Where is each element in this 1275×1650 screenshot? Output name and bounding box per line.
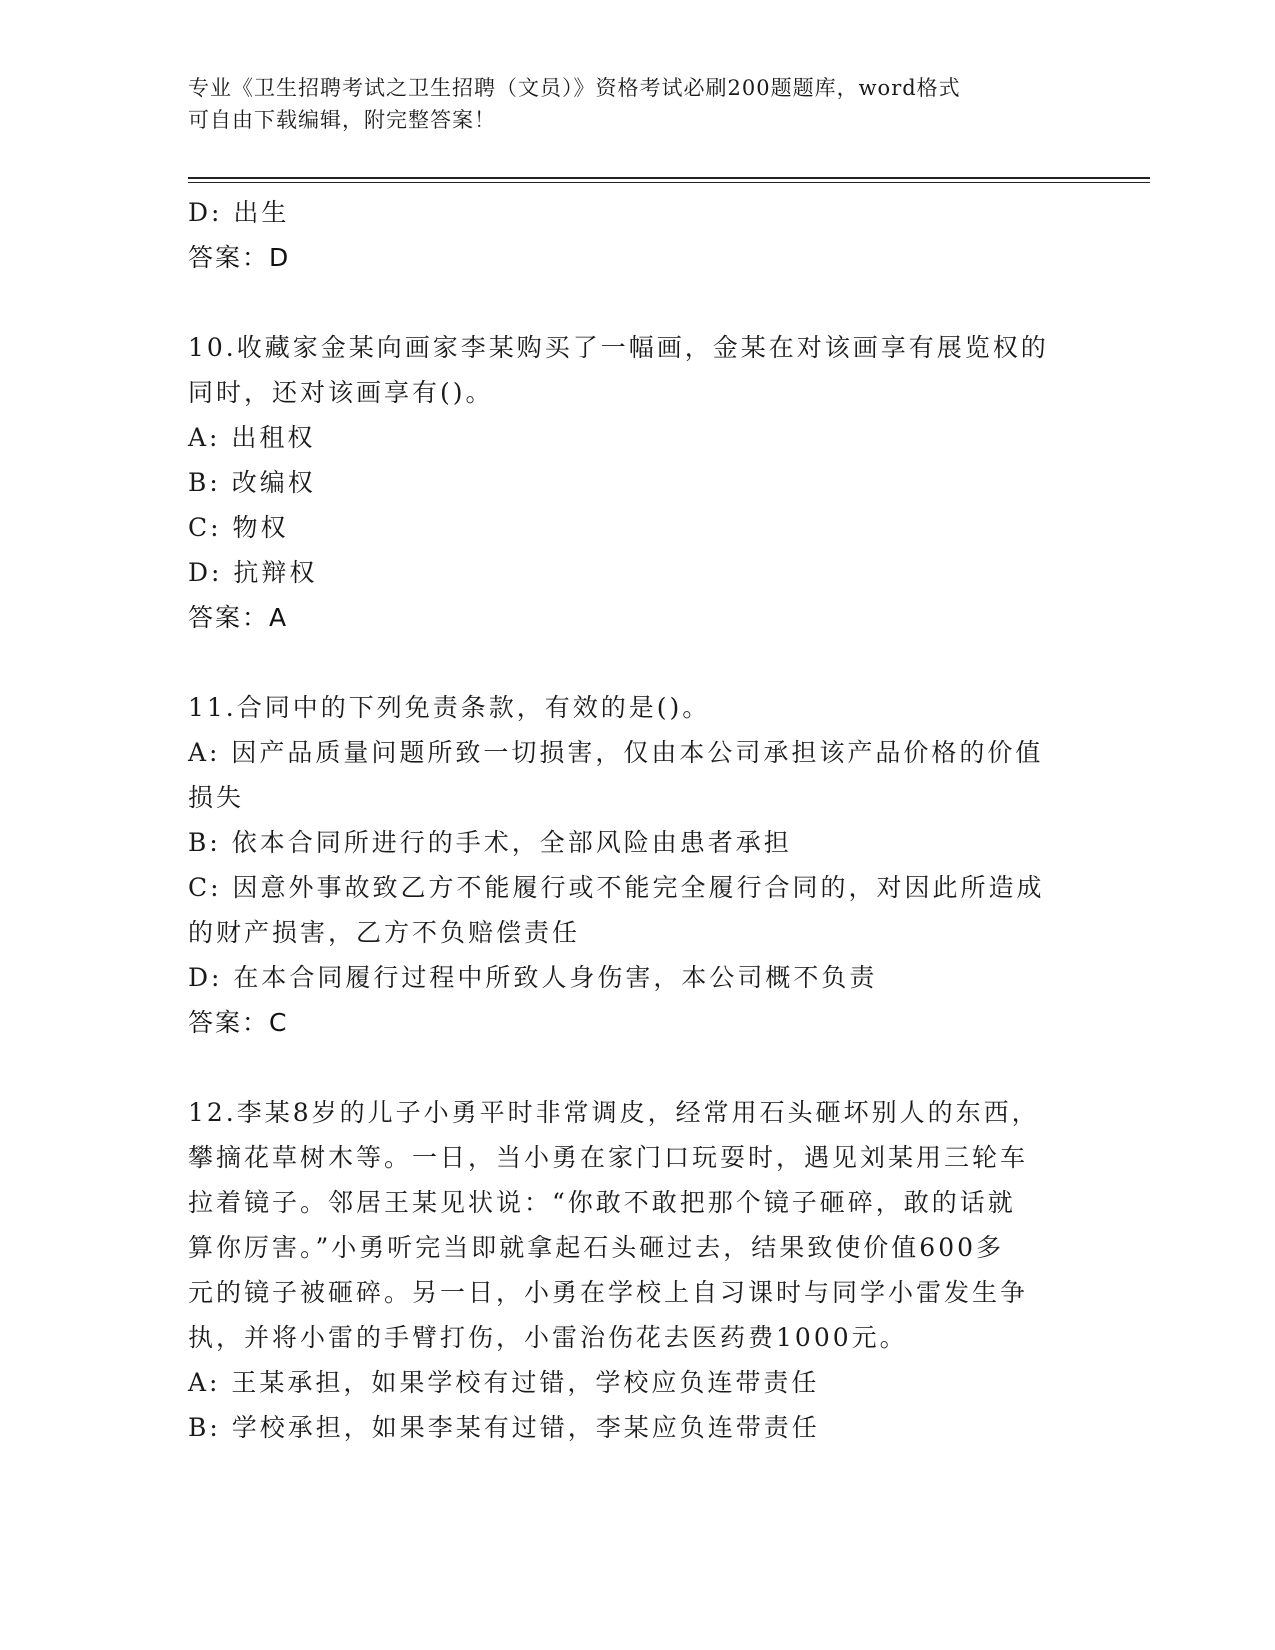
spacer	[188, 640, 1088, 685]
option-c-continued: 的财产损害，乙方不负赔偿责任	[188, 918, 581, 947]
option-b: B: 依本合同所进行的手术，全部风险由患者承担	[188, 828, 792, 857]
answer-label: 答案：C	[188, 1008, 289, 1037]
question-stem: 11.合同中的下列免责条款，有效的是()。	[188, 693, 711, 722]
question-11	[188, 685, 1088, 1045]
option-a: A: 因产品质量问题所致一切损害，仅由本公司承担该产品价格的价值	[188, 738, 1044, 767]
option-d: D: 出生	[188, 198, 290, 227]
option-b: B: 学校承担，如果李某有过错，李某应负连带责任	[188, 1413, 820, 1442]
option-c: C: 物权	[188, 513, 289, 542]
header-rule-thick	[188, 177, 1150, 179]
header-line-1: 专业《卫生招聘考试之卫生招聘（文员）》资格考试必刷200题题库，word格式	[188, 76, 961, 100]
header-rule-thin	[188, 182, 1150, 183]
question-stem: 拉着镜子。邻居王某见状说：“你敢不敢把那个镜子砸碎，敢的话就	[188, 1188, 1016, 1217]
answer-label: 答案：D	[188, 243, 291, 272]
option-a-continued: 损失	[188, 783, 245, 812]
option-a: A: 王某承担，如果学校有过错，学校应负连带责任	[188, 1368, 820, 1397]
question-10	[188, 325, 1088, 640]
spacer	[188, 280, 1088, 325]
option-d: D: 抗辩权	[188, 558, 318, 587]
question-stem: 12.李某8岁的儿子小勇平时非常调皮，经常用石头砸坏别人的东西，	[188, 1098, 1040, 1127]
document-header	[188, 72, 1068, 136]
option-b: B: 改编权	[188, 468, 316, 497]
question-stem: 攀摘花草树木等。一日，当小勇在家门口玩耍时，遇见刘某用三轮车	[188, 1143, 1029, 1172]
question-stem: 执，并将小雷的手臂打伤，小雷治伤花去医药费1000元。	[188, 1323, 908, 1352]
answer-label: 答案：A	[188, 603, 289, 632]
question-stem: 元的镜子被砸碎。另一日，小勇在学校上自习课时与同学小雷发生争	[188, 1278, 1029, 1307]
spacer	[188, 1045, 1088, 1090]
question-9-tail	[188, 190, 1088, 280]
option-d: D: 在本合同履行过程中所致人身伤害，本公司概不负责	[188, 963, 878, 992]
question-stem: 同时，还对该画享有()。	[188, 378, 494, 407]
option-a: A: 出租权	[188, 423, 316, 452]
option-c: C: 因意外事故致乙方不能履行或不能完全履行合同的，对因此所造成	[188, 873, 1045, 902]
question-stem: 10.收藏家金某向画家李某购买了一幅画，金某在对该画享有展览权的	[188, 333, 1049, 362]
question-stem: 算你厉害。”小勇听完当即就拿起石头砸过去，结果致使价值600多	[188, 1233, 1005, 1262]
question-12	[188, 1090, 1088, 1450]
header-line-2: 可自由下载编辑，附完整答案！	[188, 108, 496, 132]
document-body	[188, 190, 1088, 1450]
